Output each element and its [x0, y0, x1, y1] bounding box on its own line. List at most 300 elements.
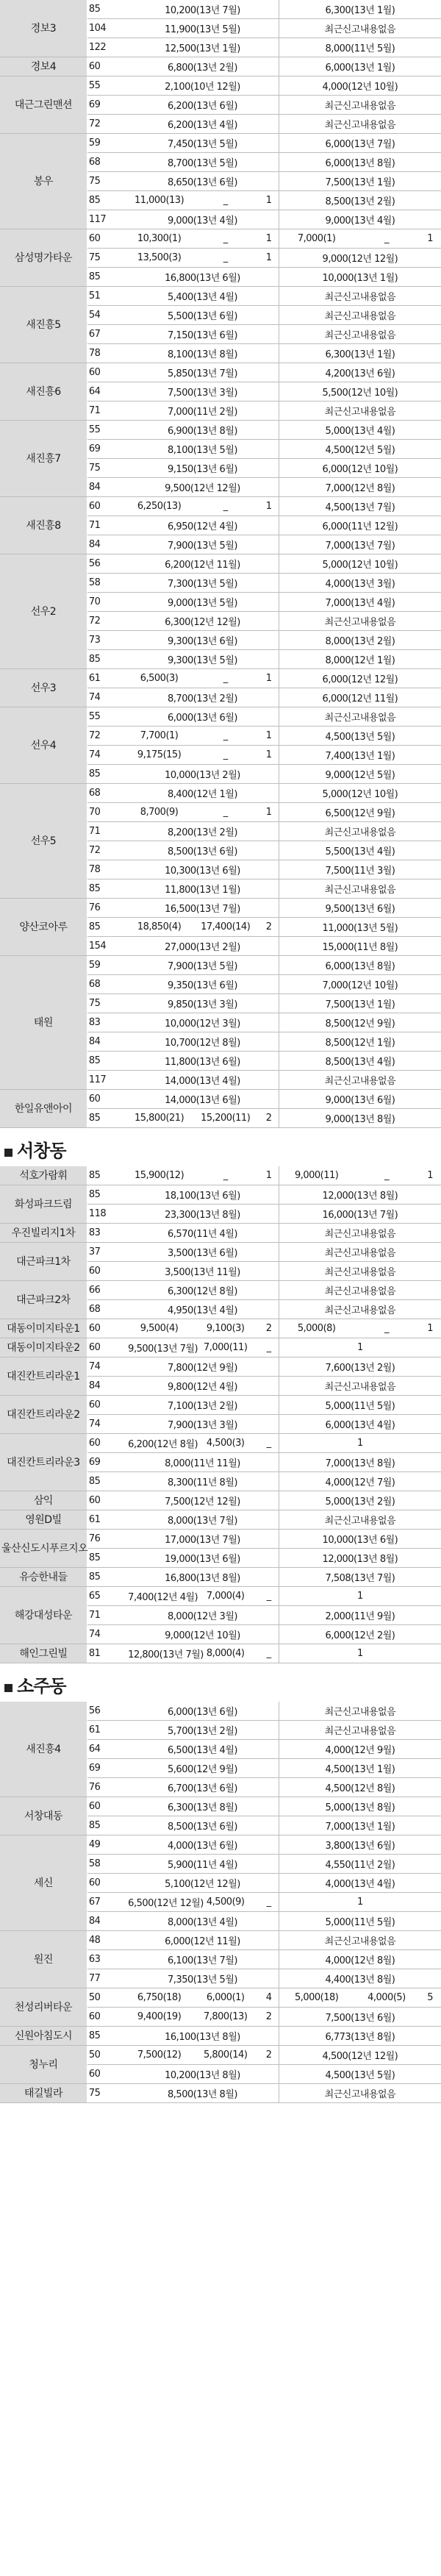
- area-cell: 49: [87, 1835, 126, 1855]
- sale-price: 11,900(13년 5월): [126, 19, 279, 38]
- area-cell: 85: [87, 650, 126, 669]
- jeonse-high: 9,000(11): [279, 1166, 354, 1185]
- area-cell: 58: [87, 574, 126, 593]
- area-cell: 85: [87, 765, 126, 784]
- sale-price: 7,800(12년 9월): [126, 1357, 279, 1377]
- jeonse-price: 4,000(12년 10월): [279, 76, 441, 96]
- area-cell: 55: [87, 421, 126, 440]
- jeonse-price: 1: [279, 1587, 441, 1606]
- jeonse-price: 최근신고내용없음: [279, 612, 441, 631]
- sale-high: 9,500(13년 7월): [126, 1338, 192, 1357]
- sale-high: 9,400(19): [126, 2008, 192, 2027]
- jeonse-price: 6,000(13년 8월): [279, 956, 441, 975]
- jeonse-price: 4,500(13년 7월): [279, 497, 441, 516]
- area-cell: 72: [87, 841, 126, 860]
- jeonse-price: 최근신고내용없음: [279, 1931, 441, 1950]
- jeonse-high: 5,000(18): [279, 1988, 354, 2008]
- sale-high: 6,200(12년 8월): [126, 1434, 192, 1453]
- area-cell: 61: [87, 1510, 126, 1530]
- jeonse-low: _: [354, 1166, 420, 1185]
- sale-price: 10,200(13년 8월): [126, 2065, 279, 2084]
- complex-name: 선우3: [0, 669, 87, 707]
- sale-low: 7,800(13): [192, 2008, 259, 2027]
- table-row: [0, 134, 441, 153]
- sale-count: 1: [259, 727, 279, 746]
- sale-price: 7,900(13년 5월): [126, 535, 279, 554]
- jeonse-count: 1: [419, 229, 441, 249]
- sale-price: 6,900(13년 8월): [126, 421, 279, 440]
- area-cell: 51: [87, 287, 126, 306]
- sale-count: 1: [259, 669, 279, 688]
- sale-count: _: [259, 1644, 279, 1663]
- sale-price: 6,700(13년 6월): [126, 1778, 279, 1797]
- area-cell: 60: [87, 1797, 126, 1816]
- sale-price: 23,300(13년 8월): [126, 1205, 279, 1224]
- jeonse-price: 3,800(13년 6월): [279, 1835, 441, 1855]
- section-title: 소주동: [17, 1676, 66, 1696]
- complex-name: 새진흥6: [0, 363, 87, 421]
- jeonse-price: 최근신고내용없음: [279, 1721, 441, 1740]
- sale-price: 6,000(13년 6월): [126, 707, 279, 727]
- jeonse-price: 7,600(13년 2월): [279, 1357, 441, 1377]
- complex-name: 대진칸트리라운1: [0, 1357, 87, 1396]
- table-row: [0, 1166, 441, 1185]
- jeonse-price: 5,000(12년 10월): [279, 784, 441, 803]
- sale-price: 9,800(12년 4월): [126, 1377, 279, 1396]
- jeonse-price: 4,400(13년 8월): [279, 1969, 441, 1988]
- area-cell: 85: [87, 1185, 126, 1205]
- area-cell: 75: [87, 994, 126, 1013]
- complex-name: 대동이미지타운2: [0, 1338, 87, 1357]
- table-row: [0, 1338, 441, 1357]
- complex-name: 양산코아루: [0, 899, 87, 956]
- jeonse-price: 4,500(12년 8월): [279, 1778, 441, 1797]
- table-row: [0, 1281, 441, 1300]
- sale-price: 7,000(11년 2월): [126, 402, 279, 421]
- jeonse-price: 최근신고내용없음: [279, 96, 441, 115]
- table-row: [0, 1568, 441, 1587]
- table-row: [0, 1491, 441, 1510]
- sale-count: _: [259, 1338, 279, 1357]
- area-cell: 69: [87, 1759, 126, 1778]
- sale-count: 1: [259, 229, 279, 249]
- table-row: [0, 899, 441, 918]
- sale-count: 4: [259, 1988, 279, 2008]
- table-row: [0, 669, 441, 688]
- sale-count: 1: [259, 497, 279, 516]
- sale-price: 8,500(13년 6월): [126, 841, 279, 860]
- sale-price: 8,700(13년 2월): [126, 688, 279, 707]
- jeonse-price: 4,000(13년 3월): [279, 574, 441, 593]
- sale-high: 6,750(18): [126, 1988, 192, 2008]
- area-cell: 60: [87, 1874, 126, 1893]
- sale-price: 16,100(13년 8월): [126, 2027, 279, 2046]
- sale-price: 9,500(12년 12월): [126, 478, 279, 497]
- area-cell: 56: [87, 1702, 126, 1721]
- area-cell: 76: [87, 1778, 126, 1797]
- sale-high: 9,175(15): [126, 746, 192, 765]
- sale-price: 5,600(12년 9월): [126, 1759, 279, 1778]
- table-row: [0, 2046, 441, 2065]
- sale-high: 7,500(12): [126, 2046, 192, 2065]
- complex-name: 한일유앤아이: [0, 1090, 87, 1128]
- jeonse-price: 6,773(13년 8월): [279, 2027, 441, 2046]
- jeonse-price: 5,000(13년 2월): [279, 1491, 441, 1510]
- area-cell: 60: [87, 363, 126, 382]
- area-cell: 71: [87, 1606, 126, 1625]
- sale-price: 7,500(12년 12월): [126, 1491, 279, 1510]
- jeonse-price: 4,500(12년 5월): [279, 440, 441, 459]
- sale-price: 17,000(13년 7월): [126, 1530, 279, 1549]
- sale-price: 8,000(11년 11월): [126, 1453, 279, 1472]
- sale-price: 9,000(12년 10월): [126, 1625, 279, 1644]
- sale-price: 5,700(13년 2월): [126, 1721, 279, 1740]
- jeonse-price: 9,000(12년 5월): [279, 765, 441, 784]
- jeonse-price: 12,000(13년 8월): [279, 1549, 441, 1568]
- jeonse-price: 최근신고내용없음: [279, 306, 441, 325]
- area-cell: 117: [87, 1071, 126, 1090]
- area-cell: 60: [87, 1396, 126, 1415]
- area-cell: 84: [87, 1032, 126, 1052]
- sale-price: 8,300(11년 8월): [126, 1472, 279, 1491]
- jeonse-price: 15,000(11년 8월): [279, 937, 441, 956]
- area-cell: 55: [87, 707, 126, 727]
- sale-price: 10,200(13년 7월): [126, 0, 279, 19]
- area-cell: 37: [87, 1243, 126, 1262]
- area-cell: 104: [87, 19, 126, 38]
- price-table: [0, 0, 441, 1128]
- sale-price: 8,200(13년 2월): [126, 822, 279, 841]
- area-cell: 71: [87, 516, 126, 535]
- area-cell: 66: [87, 1281, 126, 1300]
- area-cell: 81: [87, 1644, 126, 1663]
- jeonse-price: 1: [279, 1893, 441, 1912]
- jeonse-price: 4,500(13년 5월): [279, 2065, 441, 2084]
- jeonse-price: 5,000(11년 5월): [279, 1396, 441, 1415]
- sale-low: 6,000(1): [192, 1988, 259, 2008]
- table-row: [0, 229, 441, 249]
- jeonse-price: 5,000(11년 5월): [279, 1912, 441, 1931]
- jeonse-price: 최근신고내용없음: [279, 1377, 441, 1396]
- jeonse-high: 7,000(1): [279, 229, 354, 249]
- sale-price: 10,700(12년 8월): [126, 1032, 279, 1052]
- sale-price: 12,500(13년 1월): [126, 38, 279, 57]
- area-cell: 72: [87, 115, 126, 134]
- complex-name: 대근파크1차: [0, 1243, 87, 1281]
- table-row: [0, 1988, 441, 2008]
- jeonse-price: 7,508(13년 7월): [279, 1568, 441, 1587]
- jeonse-price: 8,000(12년 1월): [279, 650, 441, 669]
- complex-name: 새진흥8: [0, 497, 87, 554]
- sale-low: _: [192, 803, 259, 822]
- sale-price: 11,800(13년 1월): [126, 880, 279, 899]
- jeonse-price: 6,000(12년 10월): [279, 459, 441, 478]
- jeonse-price: 4,500(13년 1월): [279, 1759, 441, 1778]
- area-cell: 74: [87, 746, 126, 765]
- jeonse-price: 4,200(13년 6월): [279, 363, 441, 382]
- jeonse-price: 최근신고내용없음: [279, 1071, 441, 1090]
- jeonse-count: 1: [419, 1319, 441, 1338]
- complex-name: 대근파크2차: [0, 1281, 87, 1319]
- complex-name: 세신: [0, 1835, 87, 1931]
- sale-high: 10,300(1): [126, 229, 192, 249]
- sale-price: 10,300(13년 6월): [126, 860, 279, 880]
- jeonse-count: 1: [419, 1166, 441, 1185]
- jeonse-price: 10,000(13년 6월): [279, 1530, 441, 1549]
- area-cell: 56: [87, 554, 126, 574]
- area-cell: 61: [87, 669, 126, 688]
- area-cell: 69: [87, 1453, 126, 1472]
- area-cell: 63: [87, 1950, 126, 1969]
- area-cell: 84: [87, 1377, 126, 1396]
- area-cell: 83: [87, 1224, 126, 1243]
- section-square-icon: [4, 1149, 12, 1157]
- jeonse-price: 최근신고내용없음: [279, 1243, 441, 1262]
- sale-low: 7,000(4): [192, 1587, 259, 1606]
- complex-name: 경보4: [0, 57, 87, 76]
- jeonse-price: 7,000(13년 4월): [279, 593, 441, 612]
- jeonse-price: 7,500(13년 1월): [279, 172, 441, 191]
- area-cell: 85: [87, 1568, 126, 1587]
- jeonse-price: 8,500(13년 4월): [279, 1052, 441, 1071]
- jeonse-price: 8,500(13년 2월): [279, 191, 441, 210]
- area-cell: 74: [87, 1357, 126, 1377]
- jeonse-price: 8,500(12년 9월): [279, 1013, 441, 1032]
- complex-name: 대근그린맨션: [0, 76, 87, 134]
- sale-high: 8,700(9): [126, 803, 192, 822]
- jeonse-price: 6,000(11년 12월): [279, 516, 441, 535]
- area-cell: 60: [87, 1491, 126, 1510]
- area-cell: 85: [87, 1052, 126, 1071]
- area-cell: 85: [87, 0, 126, 19]
- area-cell: 68: [87, 153, 126, 172]
- jeonse-price: 6,300(13년 1월): [279, 0, 441, 19]
- jeonse-price: 최근신고내용없음: [279, 1300, 441, 1319]
- jeonse-price: 6,000(13년 1월): [279, 57, 441, 76]
- area-cell: 83: [87, 1013, 126, 1032]
- area-cell: 60: [87, 1338, 126, 1357]
- sale-price: 7,300(13년 5월): [126, 574, 279, 593]
- sale-price: 8,400(12년 1월): [126, 784, 279, 803]
- section-square-icon: [4, 1684, 12, 1692]
- area-cell: 67: [87, 325, 126, 344]
- sale-price: 9,850(13년 3월): [126, 994, 279, 1013]
- complex-name: 대진칸트리라운3: [0, 1434, 87, 1491]
- jeonse-price: 7,000(13년 7월): [279, 535, 441, 554]
- complex-name: 새진흥5: [0, 287, 87, 363]
- sale-high: 6,500(12년 12월): [126, 1893, 192, 1912]
- sale-price: 6,950(12년 4월): [126, 516, 279, 535]
- area-cell: 54: [87, 306, 126, 325]
- sale-low: 4,500(9): [192, 1893, 259, 1912]
- complex-name: 서창대동: [0, 1797, 87, 1835]
- sale-price: 10,000(13년 2월): [126, 765, 279, 784]
- sale-high: 15,800(21): [126, 1109, 192, 1128]
- section-header: [0, 1663, 441, 1702]
- jeonse-price: 7,500(11년 3월): [279, 860, 441, 880]
- jeonse-price: 5,000(13년 8월): [279, 1797, 441, 1816]
- complex-name: 삼익: [0, 1491, 87, 1510]
- sale-price: 6,300(13년 8월): [126, 1797, 279, 1816]
- area-cell: 60: [87, 1262, 126, 1281]
- jeonse-price: 6,000(13년 8월): [279, 153, 441, 172]
- area-cell: 72: [87, 612, 126, 631]
- area-cell: 50: [87, 1988, 126, 2008]
- sale-count: 2: [259, 2008, 279, 2027]
- complex-name: 원진: [0, 1931, 87, 1988]
- jeonse-price: 6,300(13년 1월): [279, 344, 441, 363]
- table-row: [0, 1224, 441, 1243]
- sale-price: 6,000(13년 6월): [126, 1702, 279, 1721]
- table-row: [0, 1587, 441, 1606]
- sale-price: 6,200(12년 11월): [126, 554, 279, 574]
- sale-price: 5,900(11년 4월): [126, 1855, 279, 1874]
- jeonse-price: 1: [279, 1644, 441, 1663]
- table-row: [0, 1319, 441, 1338]
- area-cell: 64: [87, 382, 126, 402]
- sale-price: 11,800(13년 6월): [126, 1052, 279, 1071]
- area-cell: 85: [87, 880, 126, 899]
- jeonse-price: 16,000(13년 7월): [279, 1205, 441, 1224]
- section-title: 서창동: [17, 1141, 66, 1161]
- area-cell: 71: [87, 822, 126, 841]
- sale-price: 8,000(13년 4월): [126, 1912, 279, 1931]
- area-cell: 55: [87, 76, 126, 96]
- jeonse-price: 8,000(13년 2월): [279, 631, 441, 650]
- area-cell: 84: [87, 535, 126, 554]
- jeonse-price: 9,000(13년 6월): [279, 1090, 441, 1109]
- jeonse-price: 5,500(13년 4월): [279, 841, 441, 860]
- table-row: [0, 0, 441, 19]
- area-cell: 50: [87, 2046, 126, 2065]
- area-cell: 154: [87, 937, 126, 956]
- sale-price: 14,000(13년 6월): [126, 1090, 279, 1109]
- area-cell: 70: [87, 803, 126, 822]
- complex-name: 우진빌리지1차: [0, 1224, 87, 1243]
- sale-high: 9,500(4): [126, 1319, 192, 1338]
- sale-price: 7,900(13년 5월): [126, 956, 279, 975]
- jeonse-price: 7,500(13년 6월): [279, 2008, 441, 2027]
- sale-price: 8,500(13년 8월): [126, 2084, 279, 2103]
- area-cell: 85: [87, 1166, 126, 1185]
- complex-name: 삼성명가타운: [0, 229, 87, 287]
- sale-count: 2: [259, 918, 279, 937]
- jeonse-price: 6,500(12년 9월): [279, 803, 441, 822]
- sale-count: 2: [259, 2046, 279, 2065]
- complex-name: 유승한내들: [0, 1568, 87, 1587]
- jeonse-price: 4,500(13년 5월): [279, 727, 441, 746]
- sale-price: 6,200(13년 6월): [126, 96, 279, 115]
- sale-price: 6,200(13년 4월): [126, 115, 279, 134]
- area-cell: 76: [87, 899, 126, 918]
- jeonse-price: 11,000(13년 5월): [279, 918, 441, 937]
- table-row: [0, 784, 441, 803]
- jeonse-price: 최근신고내용없음: [279, 1224, 441, 1243]
- sale-count: 1: [259, 1166, 279, 1185]
- jeonse-price: 9,000(13년 4월): [279, 210, 441, 229]
- sale-price: 27,000(13년 2월): [126, 937, 279, 956]
- table-row: [0, 1797, 441, 1816]
- sale-price: 3,500(13년 11월): [126, 1262, 279, 1281]
- table-row: [0, 1835, 441, 1855]
- complex-name: 영원D빌: [0, 1510, 87, 1530]
- area-cell: 69: [87, 440, 126, 459]
- sale-high: 11,000(13): [126, 191, 192, 210]
- sale-high: 18,850(4): [126, 918, 192, 937]
- sale-high: 6,500(3): [126, 669, 192, 688]
- jeonse-price: 7,000(12년 8월): [279, 478, 441, 497]
- jeonse-low: 4,000(5): [354, 1988, 420, 2008]
- complex-name: 태원: [0, 956, 87, 1090]
- sale-price: 6,300(12년 12월): [126, 612, 279, 631]
- sale-price: 8,700(13년 5월): [126, 153, 279, 172]
- area-cell: 74: [87, 688, 126, 707]
- area-cell: 85: [87, 1109, 126, 1128]
- sale-count: 2: [259, 1319, 279, 1338]
- area-cell: 65: [87, 1587, 126, 1606]
- sale-price: 5,500(13년 6월): [126, 306, 279, 325]
- area-cell: 58: [87, 1855, 126, 1874]
- area-cell: 75: [87, 459, 126, 478]
- complex-name: 울산신도시푸르지오: [0, 1530, 87, 1568]
- jeonse-price: 5,500(12년 10월): [279, 382, 441, 402]
- sale-price: 7,900(13년 3월): [126, 1415, 279, 1434]
- area-cell: 68: [87, 784, 126, 803]
- table-row: [0, 1396, 441, 1415]
- sale-price: 16,500(13년 7월): [126, 899, 279, 918]
- sale-price: 7,500(13년 3월): [126, 382, 279, 402]
- jeonse-price: 최근신고내용없음: [279, 2084, 441, 2103]
- area-cell: 84: [87, 478, 126, 497]
- table-row: [0, 421, 441, 440]
- jeonse-price: 6,000(13년 4월): [279, 1415, 441, 1434]
- sale-low: 17,400(14): [192, 918, 259, 937]
- area-cell: 85: [87, 268, 126, 287]
- area-cell: 67: [87, 1893, 126, 1912]
- complex-name: 대진칸트리라운2: [0, 1396, 87, 1434]
- jeonse-price: 6,000(12년 11월): [279, 688, 441, 707]
- table-row: [0, 287, 441, 306]
- area-cell: 71: [87, 402, 126, 421]
- sale-high: 7,700(1): [126, 727, 192, 746]
- sale-price: 5,850(13년 7월): [126, 363, 279, 382]
- section-header: [0, 1128, 441, 1166]
- sale-count: 1: [259, 746, 279, 765]
- jeonse-price: 7,000(12년 10월): [279, 975, 441, 994]
- sale-low: 4,500(3): [192, 1434, 259, 1453]
- sale-price: 8,500(13년 6월): [126, 1816, 279, 1835]
- jeonse-price: 최근신고내용없음: [279, 1262, 441, 1281]
- jeonse-low: _: [354, 229, 420, 249]
- complex-name: 해강대성타운: [0, 1587, 87, 1644]
- sale-price: 9,350(13년 6월): [126, 975, 279, 994]
- sale-price: 16,800(13년 6월): [126, 268, 279, 287]
- sale-price: 8,100(13년 8월): [126, 344, 279, 363]
- sale-low: _: [192, 746, 259, 765]
- area-cell: 85: [87, 2027, 126, 2046]
- jeonse-price: 6,000(12년 2월): [279, 1625, 441, 1644]
- sale-price: 6,500(13년 4월): [126, 1740, 279, 1759]
- table-row: [0, 1530, 441, 1549]
- sale-price: 5,400(13년 4월): [126, 287, 279, 306]
- area-cell: 69: [87, 96, 126, 115]
- jeonse-price: 7,000(13년 1월): [279, 1816, 441, 1835]
- area-cell: 73: [87, 631, 126, 650]
- area-cell: 60: [87, 229, 126, 249]
- jeonse-price: 4,000(12년 7월): [279, 1472, 441, 1491]
- area-cell: 85: [87, 1472, 126, 1491]
- sale-price: 10,000(12년 3월): [126, 1013, 279, 1032]
